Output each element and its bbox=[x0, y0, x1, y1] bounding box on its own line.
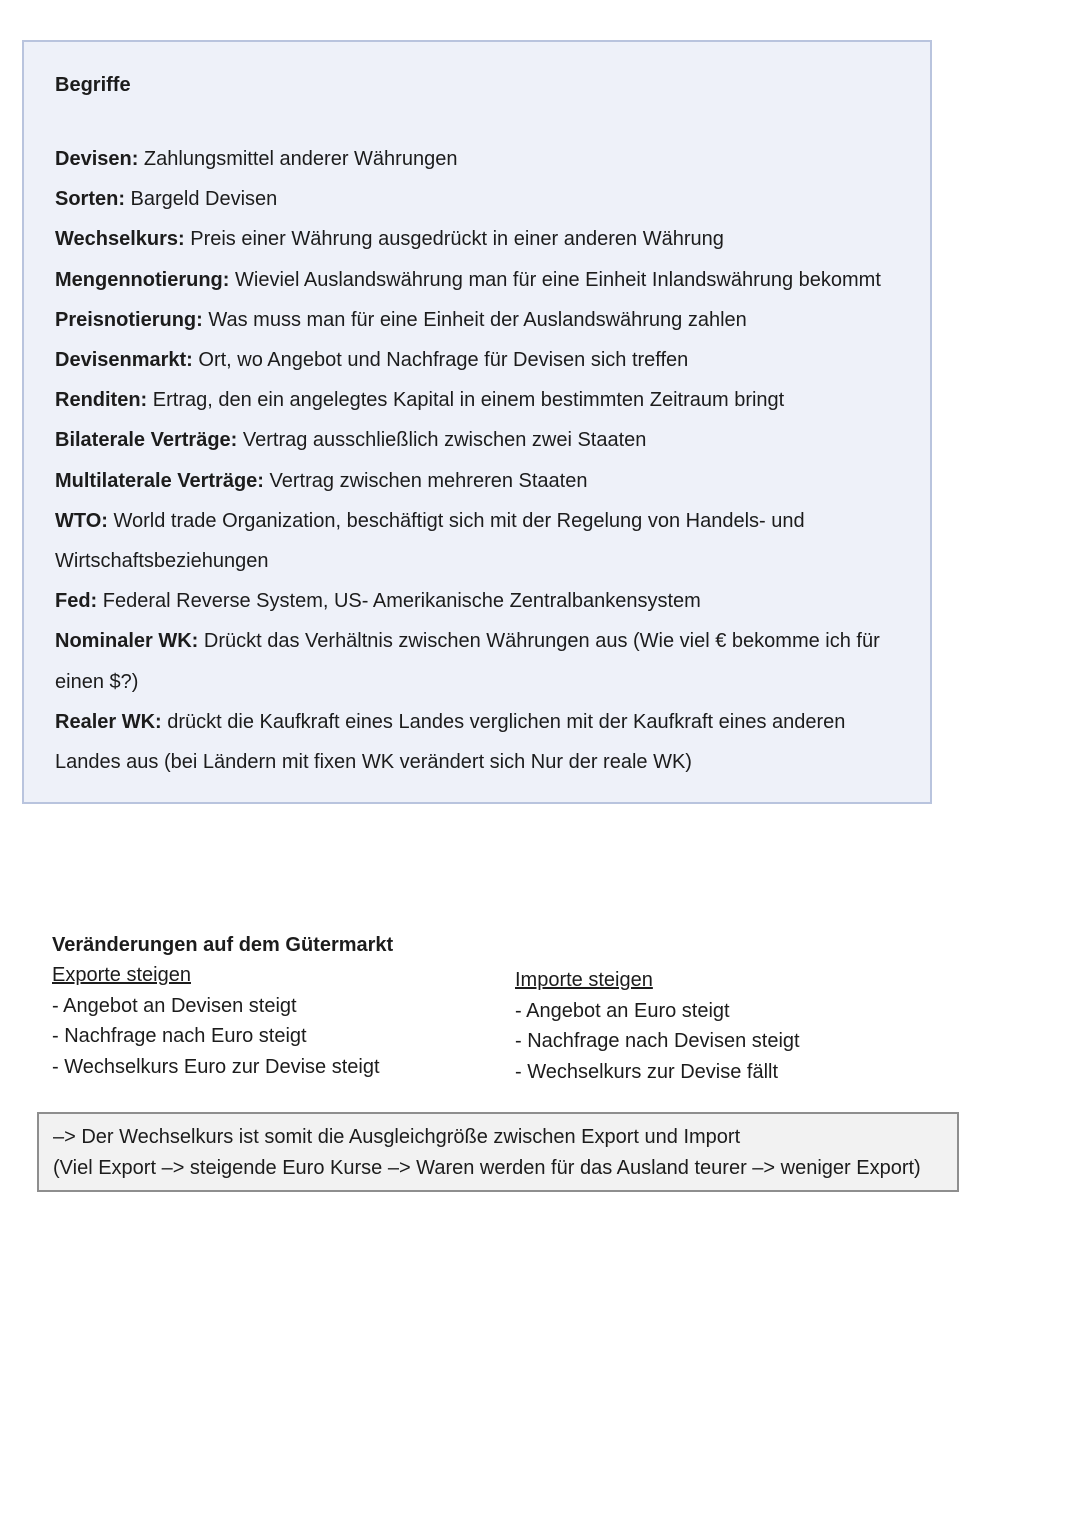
list-item: - Angebot an Devisen steigt bbox=[52, 994, 297, 1017]
term-label: Nominaler WK: bbox=[55, 630, 199, 653]
term-wto bbox=[55, 501, 915, 581]
list-item: - Wechselkurs zur Devise fällt bbox=[515, 1060, 779, 1083]
term-definition: Zahlungsmittel anderer Währungen bbox=[138, 148, 458, 170]
term-definition: Preis einer Währung ausgedrückt in einer anderen Währung bbox=[184, 228, 724, 251]
term-label: Devisenmarkt: bbox=[55, 349, 193, 372]
term-mengennotierung bbox=[55, 260, 915, 300]
terms-box bbox=[22, 40, 932, 804]
term-multilaterale-vertraege bbox=[55, 461, 915, 501]
summary-line: –> Der Wechselkurs ist somit die Ausgleichgröße zwischen Export und Import bbox=[53, 1126, 741, 1148]
imports-heading: Importe steigen bbox=[515, 969, 653, 991]
term-label: Mengennotierung: bbox=[55, 268, 230, 291]
term-label: Preisnotierung: bbox=[55, 308, 203, 331]
terms-list bbox=[55, 139, 915, 782]
exports-column bbox=[52, 960, 380, 1082]
term-definition: Wieviel Auslandswährung man für eine Einheit Inlandswährung bekommt bbox=[229, 268, 881, 291]
term-label: WTO: bbox=[55, 509, 108, 532]
term-definition: Drückt das Verhältnis zwischen Währungen aus (Wie viel € bekomme ich für einen $?) bbox=[55, 630, 880, 693]
list-item: - Angebot an Euro steigt bbox=[515, 999, 730, 1022]
term-definition: Bargeld Devisen bbox=[125, 188, 278, 211]
list-item: - Nachfrage nach Devisen steigt bbox=[515, 1030, 800, 1052]
list-item: - Nachfrage nach Euro steigt bbox=[52, 1025, 307, 1047]
summary-box bbox=[37, 1112, 959, 1192]
term-label: Devisen: bbox=[55, 148, 139, 170]
imports-column bbox=[515, 965, 800, 1087]
term-label: Fed: bbox=[55, 590, 98, 613]
term-preisnotierung bbox=[55, 300, 915, 340]
exports-list bbox=[52, 991, 380, 1083]
term-label: Wechselkurs: bbox=[55, 228, 185, 251]
imports-list bbox=[515, 996, 800, 1088]
term-fed bbox=[55, 581, 915, 621]
term-nominaler-wk bbox=[55, 621, 915, 701]
term-label: Multilaterale Verträge: bbox=[55, 469, 264, 492]
term-sorten bbox=[55, 179, 915, 219]
summary-line: (Viel Export –> steigende Euro Kurse –> Waren werden für das Ausland teurer –> weniger Export) bbox=[53, 1156, 921, 1179]
term-devisenmarkt bbox=[55, 340, 915, 380]
term-definition: Was muss man für eine Einheit der Auslandswährung zahlen bbox=[202, 308, 747, 331]
term-bilaterale-vertraege bbox=[55, 420, 915, 460]
term-label: Sorten: bbox=[55, 188, 125, 211]
exports-heading: Exporte steigen bbox=[52, 964, 191, 986]
term-definition: Vertrag zwischen mehreren Staaten bbox=[263, 469, 588, 492]
term-definition: Vertrag ausschließlich zwischen zwei Staaten bbox=[237, 429, 647, 452]
terms-title: Begriffe bbox=[55, 74, 131, 96]
term-devisen bbox=[55, 139, 915, 179]
term-definition: Ort, wo Angebot und Nachfrage für Devisen sich treffen bbox=[192, 349, 689, 372]
term-renditen bbox=[55, 380, 915, 420]
term-label: Realer WK: bbox=[55, 710, 162, 733]
term-wechselkurs bbox=[55, 219, 915, 259]
term-definition: Ertrag, den ein angelegtes Kapital in einem bestimmten Zeitraum bringt bbox=[147, 389, 785, 412]
term-definition: World trade Organization, beschäftigt sich mit der Regelung von Handels- und Wirtschaftsbeziehungen bbox=[55, 509, 805, 573]
market-section-title: Veränderungen auf dem Gütermarkt bbox=[52, 934, 394, 956]
list-item: - Wechselkurs Euro zur Devise steigt bbox=[52, 1055, 380, 1078]
term-label: Bilaterale Verträge: bbox=[55, 429, 238, 452]
term-definition: Federal Reverse System, US- Amerikanische Zentralbankensystem bbox=[97, 590, 701, 613]
term-label: Renditen: bbox=[55, 389, 148, 412]
term-definition: drückt die Kaufkraft eines Landes verglichen mit der Kaufkraft eines anderen Landes aus (bei Ländern mit fixen WK verändert sich Nur der reale WK) bbox=[55, 710, 846, 774]
term-realer-wk bbox=[55, 702, 915, 782]
